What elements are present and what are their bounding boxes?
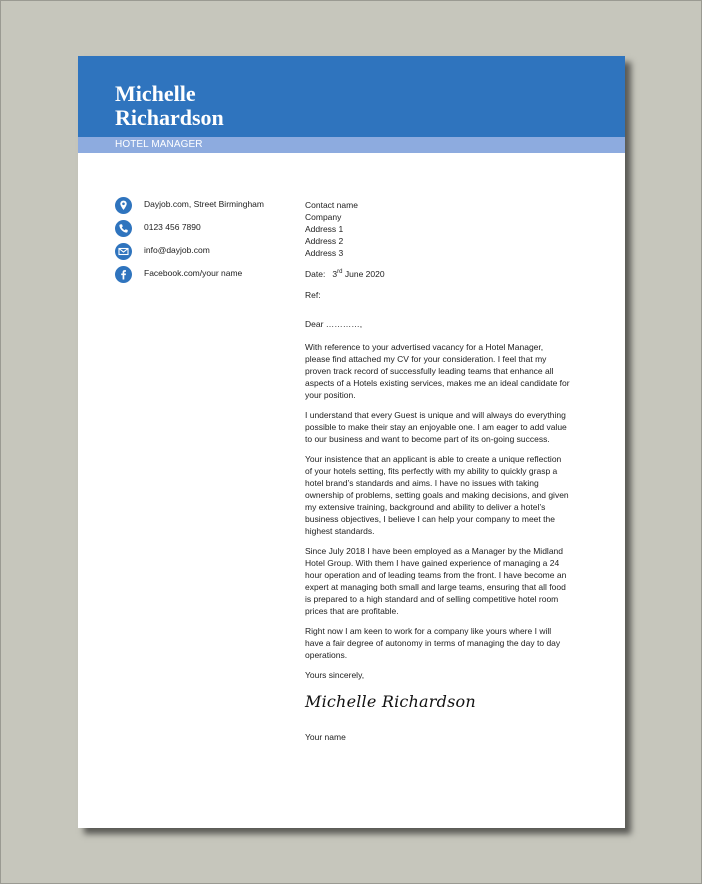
phone-icon bbox=[115, 220, 132, 237]
recipient-address bbox=[305, 199, 570, 259]
body-paragraph: With reference to your advertised vacancy for a Hotel Manager, please find attached my CV for your consideration. I feel that my proven track record of successfully leading teams that enhance all aspects of a Hotels existing services, makes me an ideal candidate for your position. bbox=[305, 342, 570, 400]
letter-body bbox=[305, 199, 570, 743]
name-line-last: Richardson bbox=[115, 105, 224, 130]
letter-reference: Ref: bbox=[305, 290, 321, 300]
header-banner bbox=[78, 56, 625, 137]
address-line: Company bbox=[305, 212, 342, 222]
date-day: 3 bbox=[332, 269, 338, 279]
address-line: Contact name bbox=[305, 200, 358, 210]
address-line: Address 1 bbox=[305, 224, 344, 234]
address-line: Address 3 bbox=[305, 248, 344, 258]
date-suffix: rd bbox=[337, 269, 343, 276]
phone-text: 0123 456 7890 bbox=[144, 222, 201, 232]
email-icon bbox=[115, 243, 132, 260]
address-line: Address 2 bbox=[305, 236, 344, 246]
address-text: Dayjob.com, Street Birmingham bbox=[144, 199, 264, 209]
job-title: HOTEL MANAGER bbox=[115, 139, 203, 150]
name-line-first: Michelle bbox=[115, 81, 196, 106]
facebook-icon bbox=[115, 266, 132, 283]
handwritten-signature: Michelle Richardson bbox=[305, 692, 476, 711]
body-paragraph: I understand that every Guest is unique and will always do everything possible to make their stay an enjoyable one. I am eager to add value to our business and want to become part of its on-going success. bbox=[305, 410, 567, 444]
facebook-text: Facebook.com/your name bbox=[144, 268, 243, 278]
letter-date bbox=[305, 268, 570, 280]
date-label: Date: bbox=[305, 269, 326, 279]
body-paragraph: Right now I am keen to work for a company like yours where I will have a fair degree of autonomy in terms of managing the day to day operations. bbox=[305, 626, 561, 660]
cover-letter-page bbox=[78, 56, 625, 828]
date-month-year: June 2020 bbox=[344, 269, 385, 279]
job-title-bar bbox=[78, 137, 625, 153]
salutation: Dear …………, bbox=[305, 319, 363, 329]
email-text: info@dayjob.com bbox=[144, 245, 210, 255]
signoff: Yours sincerely, bbox=[305, 670, 365, 680]
signatory-name: Your name bbox=[305, 732, 346, 742]
body-paragraph: Your insistence that an applicant is able to create a unique reflection of your hotels setting, fits perfectly with my ability to quickly grasp a hotel brand’s standards and aims. I have no issues with taking ownership of problems, setting goals and making decisions, and given my extensive training, background and ability to deliver a hotel’s business objectives, I believe I can help your company to meet the highest standards. bbox=[305, 454, 569, 536]
body-paragraph: Since July 2018 I have been employed as a Manager by the Midland Hotel Group. With them I have gained experience of managing a 24 hour operation and of leading teams from the front. I have become an expert at managing both small and large teams, ensuring that all food is prepared to a high standard and of selling competitive hotel room prices that are profitable. bbox=[305, 546, 567, 616]
applicant-name bbox=[115, 82, 224, 130]
location-pin-icon bbox=[115, 197, 132, 214]
